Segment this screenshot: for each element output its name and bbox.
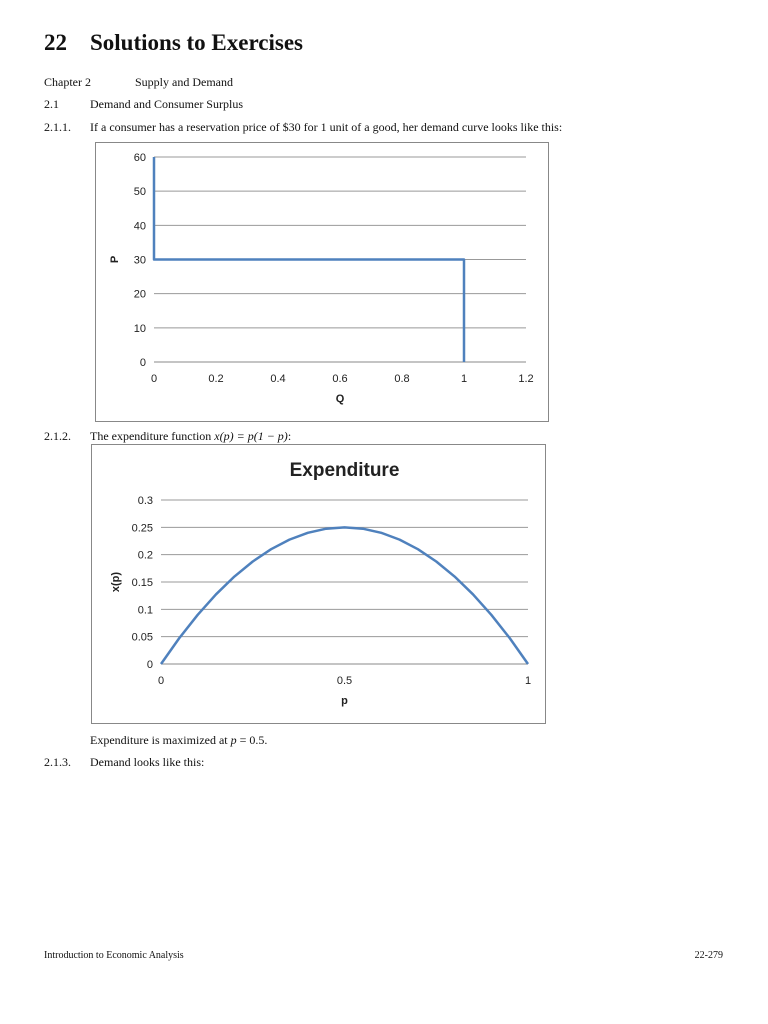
x-axis-label: p — [341, 695, 348, 707]
demand-chart-frame — [95, 142, 549, 422]
y-tick-label: 0.25 — [131, 522, 153, 535]
footer-book-title: Introduction to Economic Analysis — [44, 950, 184, 961]
item-text-3: Demand looks like this: — [90, 755, 205, 769]
x-axis-label: Q — [335, 393, 345, 405]
item-text-2-before: The expenditure function — [90, 429, 215, 443]
note-after: = 0.5. — [236, 733, 268, 747]
chapter-label: Chapter 2 — [44, 75, 91, 89]
item-text-1: If a consumer has a reservation price of $30 for 1 unit of a good, her demand curve looks like this: — [90, 120, 563, 134]
demand-chart — [96, 143, 548, 421]
y-tick-label: 0 — [139, 357, 146, 369]
item-text-2 — [90, 429, 291, 444]
y-tick-label: 60 — [133, 152, 146, 164]
y-tick-label: 0.3 — [137, 495, 153, 507]
y-tick-label: 0.15 — [131, 577, 153, 589]
x-tick-label: 1 — [460, 373, 468, 385]
chapter-title: Supply and Demand — [135, 75, 233, 89]
expenditure-chart-frame — [91, 444, 546, 724]
y-axis-label: x(p) — [110, 571, 122, 593]
x-tick-label: 0 — [157, 675, 165, 687]
item-text-2-after: : — [287, 429, 292, 443]
x-tick-label: 0.4 — [270, 373, 286, 385]
item-number-2: 2.1.2. — [44, 429, 71, 443]
x-tick-label: 1 — [524, 675, 532, 687]
y-tick-label: 50 — [133, 186, 146, 199]
y-tick-label: 0 — [146, 659, 153, 671]
chart-title: Expenditure — [289, 460, 400, 481]
expenditure-chart — [92, 445, 545, 723]
y-tick-label: 10 — [133, 322, 146, 335]
expenditure-formula: x(p) = p(1 − p) — [214, 429, 288, 443]
y-tick-label: 30 — [133, 254, 146, 267]
x-tick-label: 0.2 — [208, 373, 224, 385]
heading-number: 22 — [44, 30, 67, 55]
series-line — [154, 157, 464, 362]
note-math: p — [230, 733, 237, 747]
x-tick-label: 0.5 — [336, 675, 353, 687]
y-tick-label: 0.05 — [131, 631, 153, 644]
page-heading — [44, 30, 303, 56]
expenditure-note — [90, 733, 267, 748]
y-tick-label: 20 — [133, 288, 146, 301]
y-axis-label: P — [109, 255, 121, 264]
x-tick-label: 0.8 — [394, 373, 410, 385]
x-tick-label: 0 — [150, 373, 158, 385]
y-tick-label: 40 — [133, 220, 146, 233]
section-title: Demand and Consumer Surplus — [90, 97, 243, 111]
series-line — [161, 527, 528, 664]
footer-page-number: 22-279 — [694, 950, 723, 961]
x-tick-label: 1.2 — [518, 373, 534, 385]
item-number-1: 2.1.1. — [44, 120, 71, 134]
item-number-3: 2.1.3. — [44, 755, 71, 769]
note-before: Expenditure is maximized at — [90, 733, 231, 747]
y-tick-label: 0.1 — [137, 604, 153, 617]
y-tick-label: 0.2 — [137, 549, 153, 562]
section-number: 2.1 — [44, 97, 59, 111]
heading-title: Solutions to Exercises — [90, 30, 303, 55]
x-tick-label: 0.6 — [332, 373, 348, 385]
